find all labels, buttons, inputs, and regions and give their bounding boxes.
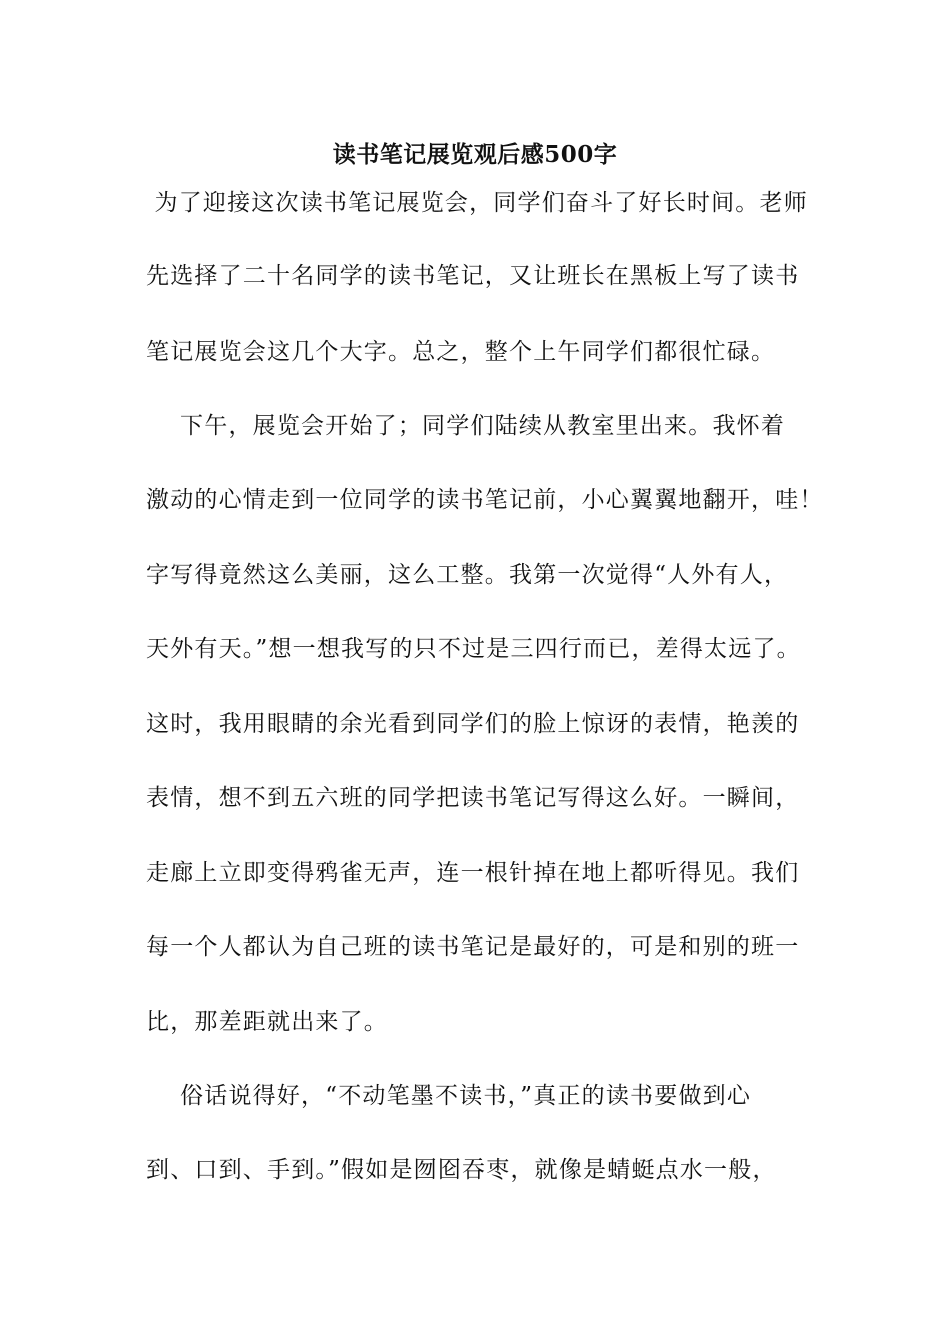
text-line: 下午，展览会开始了；同学们陆续从教室里出来。我怀着 [146, 413, 786, 439]
text-line: 每一个人都认为自己班的读书笔记是最好的，可是和别的班一 [146, 934, 800, 960]
text-line: 表情，想不到五六班的同学把读书笔记写得这么好。一瞬间， [146, 785, 800, 811]
text-line: 天外有天。”想一想我写的只不过是三四行而已，差得太远了。 [146, 636, 801, 662]
text-line: 俗话说得好，“不动笔墨不读书，”真正的读书要做到心 [146, 1083, 752, 1109]
text-line: 比，那差距就出来了。 [146, 1009, 388, 1035]
text-line: 先选择了二十名同学的读书笔记，又让班长在黑板上写了读书 [146, 263, 800, 289]
text-line: 笔记展览会这几个大字。总之，整个上午同学们都很忙碌。 [146, 339, 776, 365]
text-line: 为了迎接这次读书笔记展览会，同学们奋斗了好长时间。老师 [146, 190, 808, 216]
text-line: 激动的心情走到一位同学的读书笔记前，小心翼翼地翻开，哇！ [146, 487, 824, 513]
text-line: 字写得竟然这么美丽，这么工整。我第一次觉得“人外有人， [146, 562, 789, 588]
text-line: 这时，我用眼睛的余光看到同学们的脸上惊讶的表情，艳羡的 [146, 711, 800, 737]
document-title: 读书笔记展览观后感500字 [332, 141, 618, 168]
text-line: 到、口到、手到。”假如是囫囵吞枣，就像是蜻蜓点水一般， [146, 1157, 777, 1183]
text-line: 走廊上立即变得鸦雀无声，连一根针掉在地上都听得见。我们 [146, 860, 800, 886]
